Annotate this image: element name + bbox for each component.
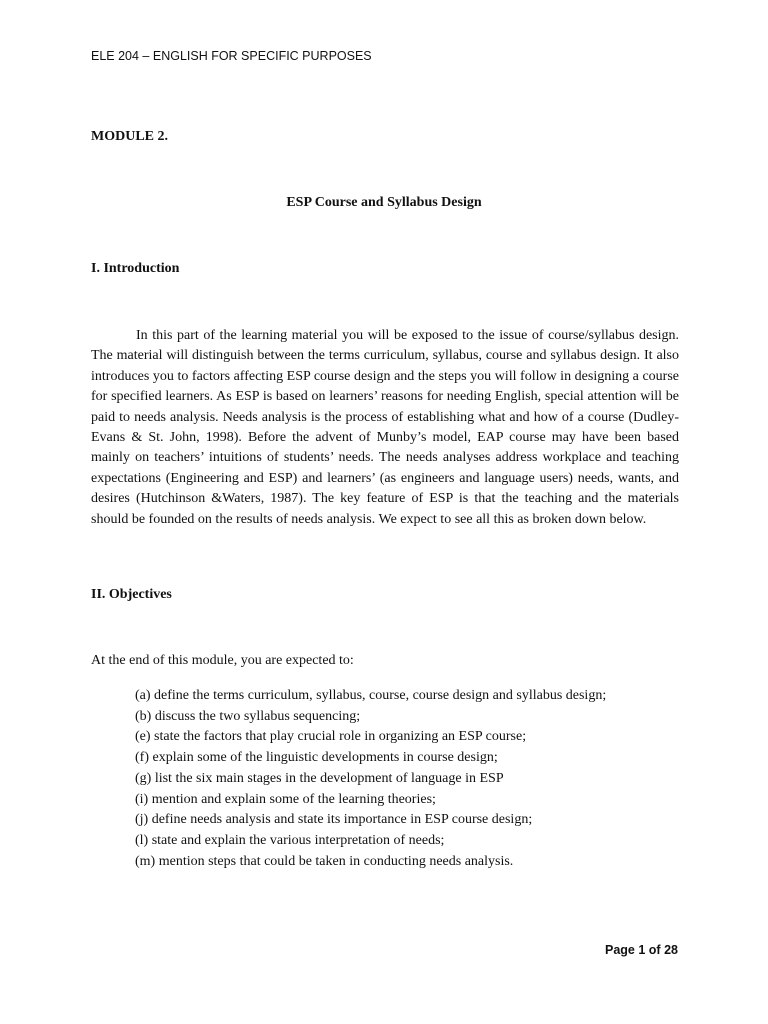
objective-item: (m) mention steps that could be taken in conducting needs analysis. [135,853,514,869]
page-total: 28 [664,943,678,957]
page-header: ELE 204 – ENGLISH FOR SPECIFIC PURPOSES [91,49,372,63]
page-label: Page [604,943,635,957]
module-label: MODULE 2. [91,129,168,144]
objective-item: (g) list the six main stages in the development of language in ESP [135,770,504,786]
introduction-heading: I. Introduction [91,261,180,276]
page-number [605,943,678,957]
page-of: of [648,943,661,957]
objective-item: (j) define needs analysis and state its importance in ESP course design; [135,812,533,828]
objectives-list [135,686,606,872]
document-title [0,195,768,211]
document-title-text: ESP Course and Syllabus Design [286,195,482,210]
objective-item: (e) state the factors that play crucial role in organizing an ESP course; [135,729,527,745]
page-current: 1 [638,943,646,957]
objectives-lead: At the end of this module, you are expected to: [91,653,354,668]
objective-item: (b) discuss the two syllabus sequencing; [135,708,361,724]
objective-item: (i) mention and explain some of the learning theories; [135,791,436,807]
objectives-heading: II. Objectives [91,587,172,602]
objective-item: (f) explain some of the linguistic developments in course design; [135,750,498,766]
objective-item: (l) state and explain the various interpretation of needs; [135,832,445,848]
objective-item: (a) define the terms curriculum, syllabus, course, course design and syllabus design; [135,688,607,703]
introduction-paragraph: In this part of the learning material you will be exposed to the issue of course/syllabus design. The material will distinguish between the terms curriculum, syllabus, course and syllabus design. It also introduces you to factors affecting ESP course design and the steps you will follow in designing a course for specified learners. As ESP is based on learners’ reasons for needing English, special attention will be paid to needs analysis. Needs analysis is the process of establishing what and how of a course (Dudley-Evans & St. John, 1998). Before the advent of Munby’s model, EAP course may have been based mainly on teachers’ intuitions of students’ needs. The needs analyses address workplace and teaching expectations (Engineering and ESP) and learners’ (as engineers and language users) needs, wants, and desires (Hutchinson &Waters, 1987). The key feature of ESP is that the teaching and the materials should be founded on the results of needs analysis. We expect to see all this as broken down below. [91,328,679,527]
